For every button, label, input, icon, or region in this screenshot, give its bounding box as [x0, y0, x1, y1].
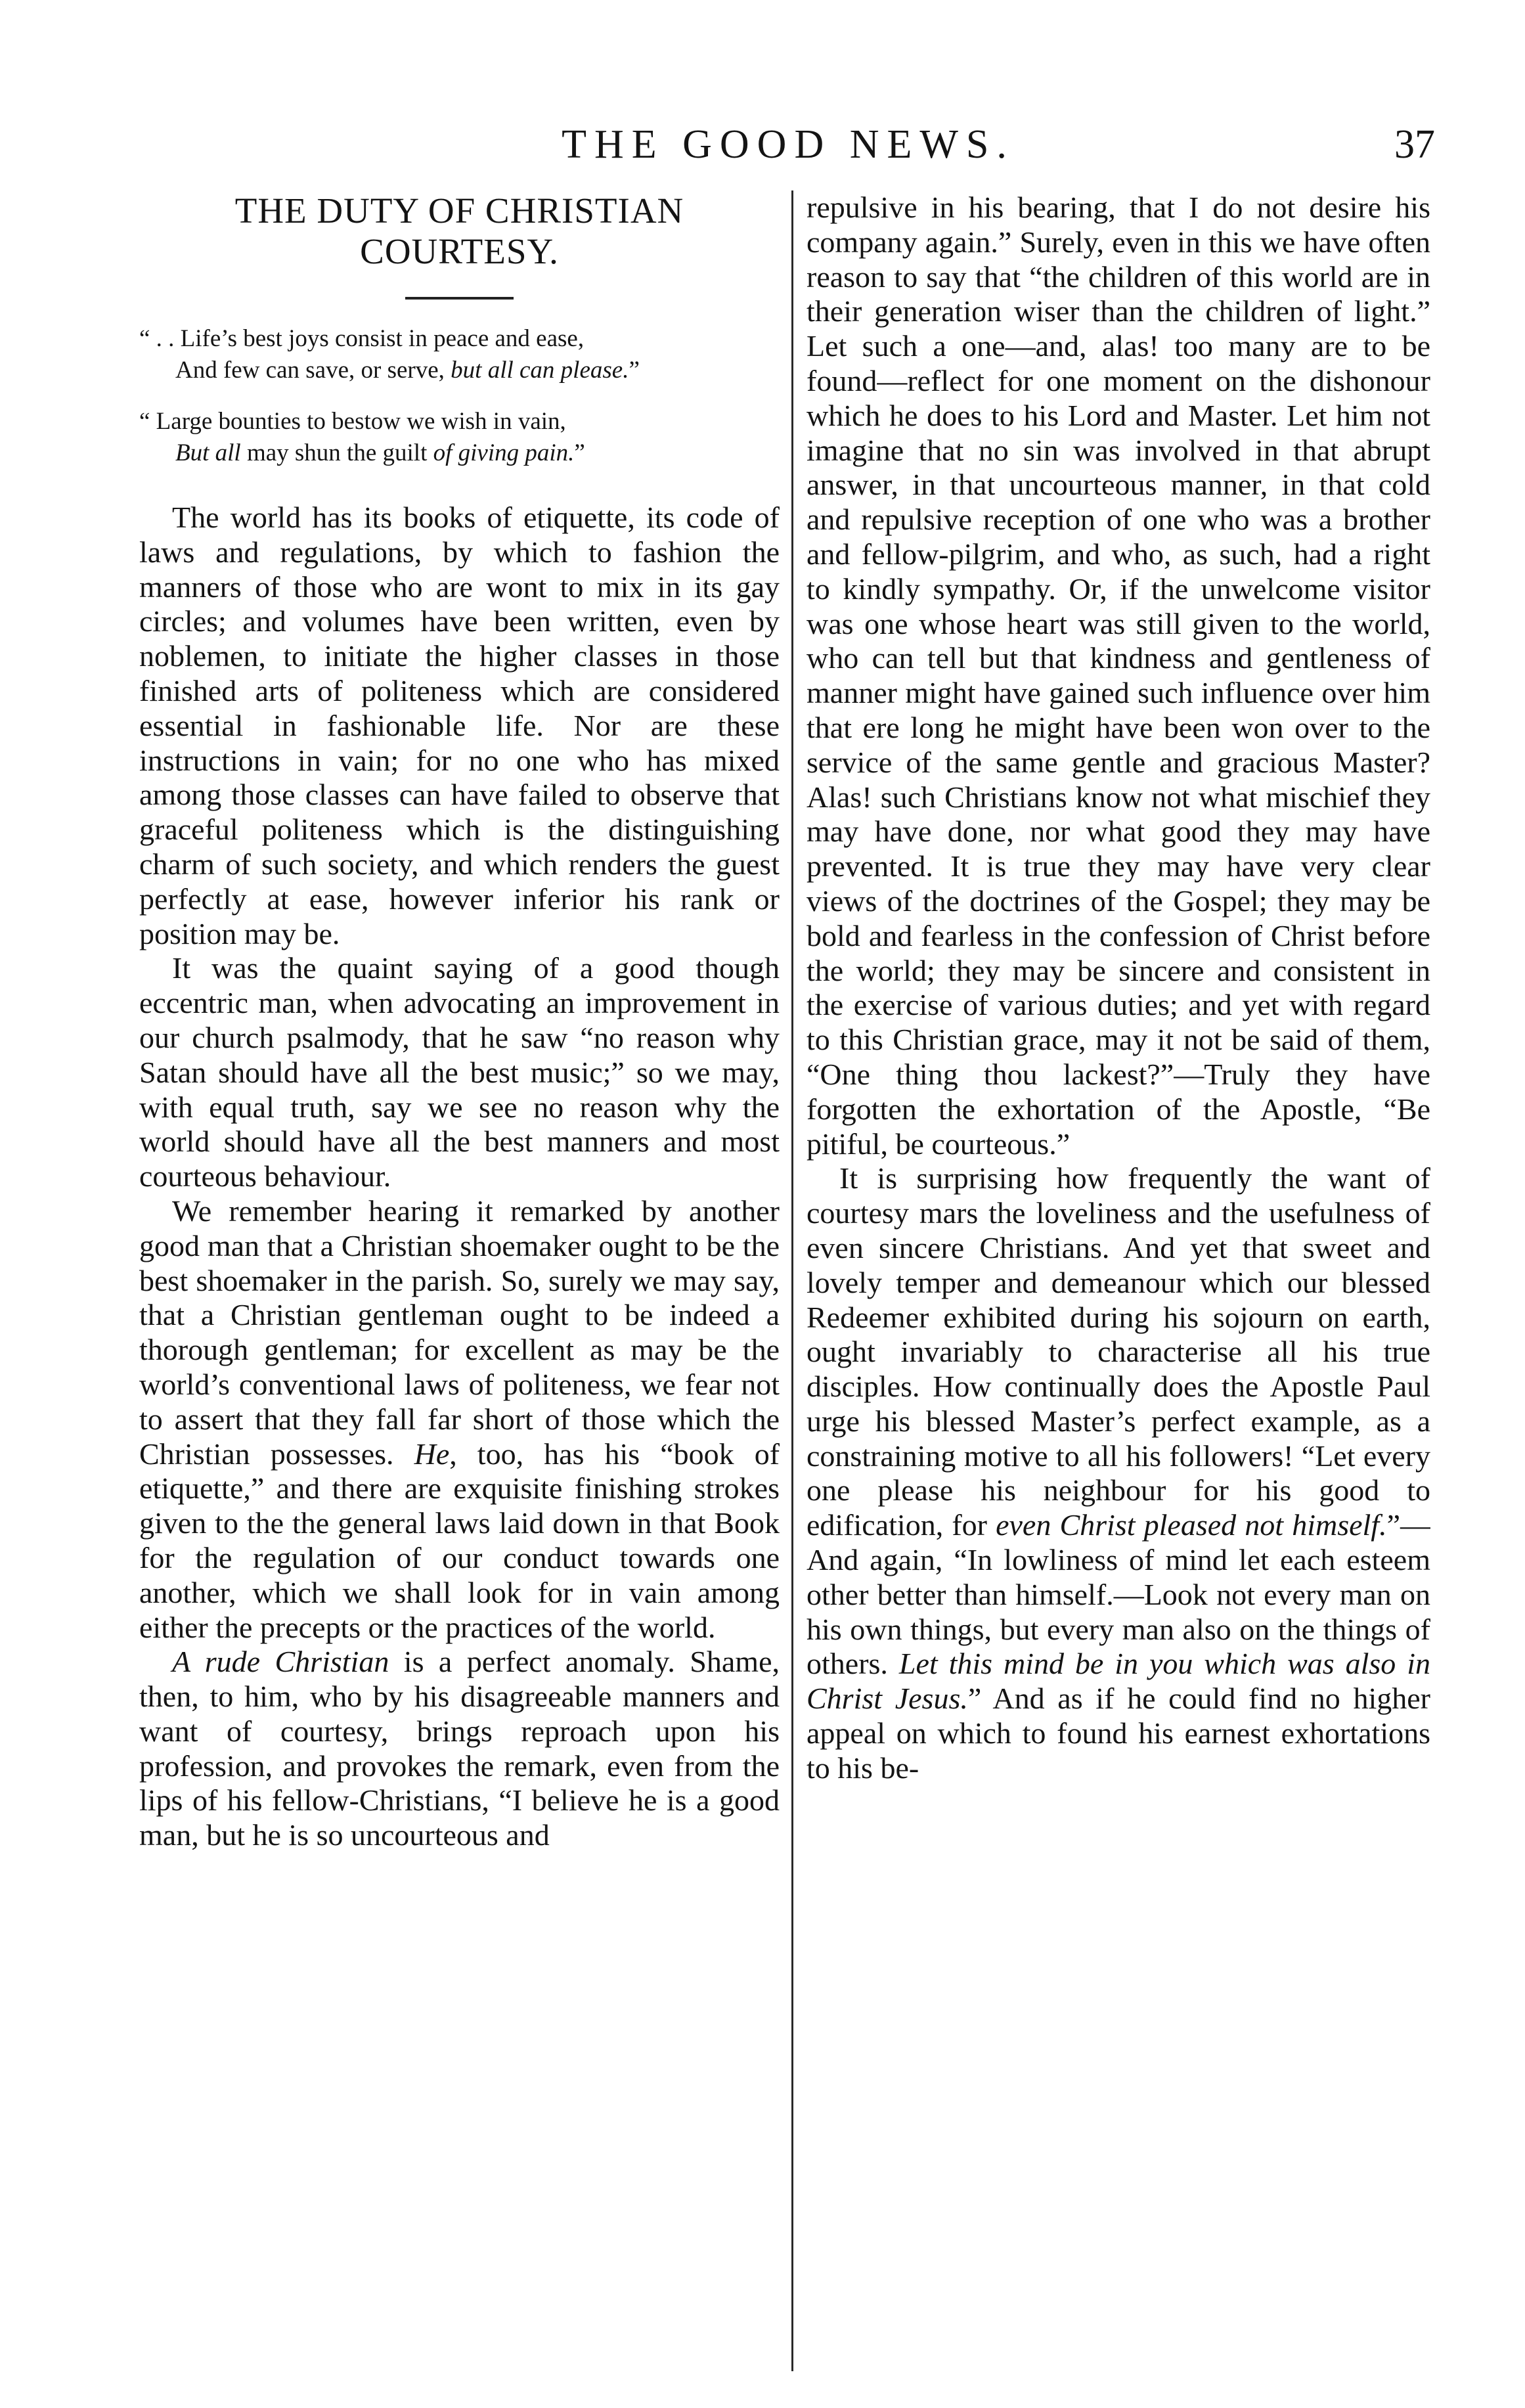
paragraph-3-text-a: We remember hearing it remarked by another good man that a Christian shoemaker ought to be the best shoemaker in the parish. So, surely we may say, that a Christian gentleman ought to be indeed a thorough gentleman; for excellent as may be the world’s conventional laws of politeness, we fear not to assert that they fall far short of those which the Christian possesses. — [139, 1193, 780, 1471]
paragraph-4 — [139, 1645, 780, 1853]
title-rule — [405, 297, 514, 300]
epigraph-2 — [139, 406, 780, 469]
running-head — [141, 118, 1435, 171]
article-title-line-1: THE DUTY OF CHRISTIAN — [234, 190, 684, 231]
epigraph-1-line-2 — [139, 355, 780, 386]
epigraph-2-line-2-quote: ” — [574, 439, 585, 466]
epigraph-1-line-2-plain: And few can save, or serve, — [175, 357, 451, 384]
epigraph-gap — [139, 393, 780, 406]
page-number: 37 — [1394, 122, 1435, 167]
column-divider — [791, 190, 793, 2371]
paragraph-3-italic: He — [414, 1437, 450, 1471]
paragraph-3 — [139, 1194, 780, 1645]
paragraph-5 — [807, 1161, 1430, 1785]
epigraph-1-line-2-italic: but all can please. — [451, 357, 629, 384]
epigraph-1-line-1: “ . . Life’s best joys consist in peace and ease, — [139, 325, 585, 352]
epigraph-2-line-2-italic-a: But all — [175, 439, 241, 466]
paragraph-5-text-a: It is surprising how frequently the want of courtesy mars the loveliness and the usefulness of even sincere Christians. And yet that sweet and lovely temper and demeanour which our blessed Redeemer exhibited during his sojourn on earth, ought invariably to characterise all his true disciples. How continually does the Apostle Paul urge his blessed Master’s perfect example, as a constraining motive to all his followers! “Let every one please his neighbour for his good to edification, for — [807, 1161, 1430, 1542]
paragraph-1: The world has its books of etiquette, its code of laws and regulations, by which to fashion the manners of those who are wont to mix in its gay circles; and volumes have been written, even by noblemen, to initiate the higher classes in those finished arts of politeness which are considered essential in fashionable life. Nor are these instructions in vain; for no one who has mixed among those classes can have failed to observe that graceful politeness which is the distinguishing charm of such society, and which renders the guest perfectly at ease, however inferior his rank or position may be. — [139, 501, 780, 950]
paragraph-5-text-c: ” And as if he could find no higher appeal on which to found his earnest exhortations to his be- — [807, 1682, 1430, 1785]
epigraph-1-line-2-quote: ” — [629, 357, 640, 384]
article-title-line-2: COURTESY. — [360, 231, 559, 271]
paragraph-5-text-b: ”—And again, “In lowliness of mind let each esteem other better than himself.—Look not every man on his own things, but every man also on the things of others. — [807, 1508, 1430, 1681]
paragraph-5-italic-a: even Christ pleased not himself. — [996, 1508, 1387, 1542]
epigraph-2-line-1: “ Large bounties to bestow we wish in vain, — [139, 408, 566, 435]
epigraph-2-line-2-italic-b: of giving pain. — [433, 439, 575, 466]
epigraph-2-line-2-plain: may shun the guilt — [240, 439, 433, 466]
paragraph-4-text: is a perfect anomaly. Shame, then, to him, who by his disagreeable manners and want of courtesy, brings reproach upon his profession, and provokes the remark, even from the lips of his fellow-Christians, “I believe he is a good man, but he is so uncourteous and — [139, 1645, 780, 1852]
paragraph-5-italic-b: Let this mind be in you which was also in Christ Jesus. — [807, 1647, 1430, 1716]
running-title: THE GOOD NEWS. — [562, 122, 1015, 167]
paragraph-4-continued: repulsive in his bearing, that I do not desire his company again.” Surely, even in this we have often reason to say that “the children of this world are in their generation wiser than the children of light.” Let such a one—and, alas! too many are to be found—reflect for one moment on the dishonour which he does to his Lord and Master. Let him not imagine that no sin was involved in that abrupt answer, in that uncourteous manner, in that cold and repulsive reception of one who was a brother and fellow-pilgrim, and who, as such, had a right to kindly sympathy. Or, if the unwelcome visitor was one whose heart was still given to the world, who can tell but that kindness and gentleness of manner might have gained such influence over him that ere long he might have been won over to the service of the same gentle and gracious Master? Alas! such Christians know not what mischief they may have done, nor what good they may have prevented. It is true they may have very clear views of the doctrines of the Gospel; they may be bold and fearless in the confession of Christ before the world; they may be sincere and consistent in the exercise of various duties; and yet with regard to this Christian grace, may it not be said of them, “One thing thou lackest?”—Truly they have forgotten the exhortation of the Apostle, “Be pitiful, be courteous.” — [807, 190, 1430, 1161]
paragraph-4-italic: A rude Christian — [172, 1645, 389, 1679]
paragraph-2: It was the quaint saying of a good though eccentric man, when advocating an improvement in our church psalmody, that he saw “no reason why Satan should have all the best music;” so we may, with equal truth, say we see no reason why the world should have all the best manners and most courteous behaviour. — [139, 951, 780, 1193]
article-title — [139, 190, 780, 272]
epigraph-2-line-2 — [139, 437, 780, 469]
right-column — [807, 190, 1430, 2378]
epigraph-1 — [139, 323, 780, 386]
paragraph-3-text-b: , too, has his “book of etiquette,” and there are exquisite finishing strokes given to the the general laws laid down in that Book for the regulation of our conduct towards one another, which we shall look for in vain among either the precepts or the practices of the world. — [139, 1437, 780, 1644]
left-column — [139, 190, 780, 2378]
